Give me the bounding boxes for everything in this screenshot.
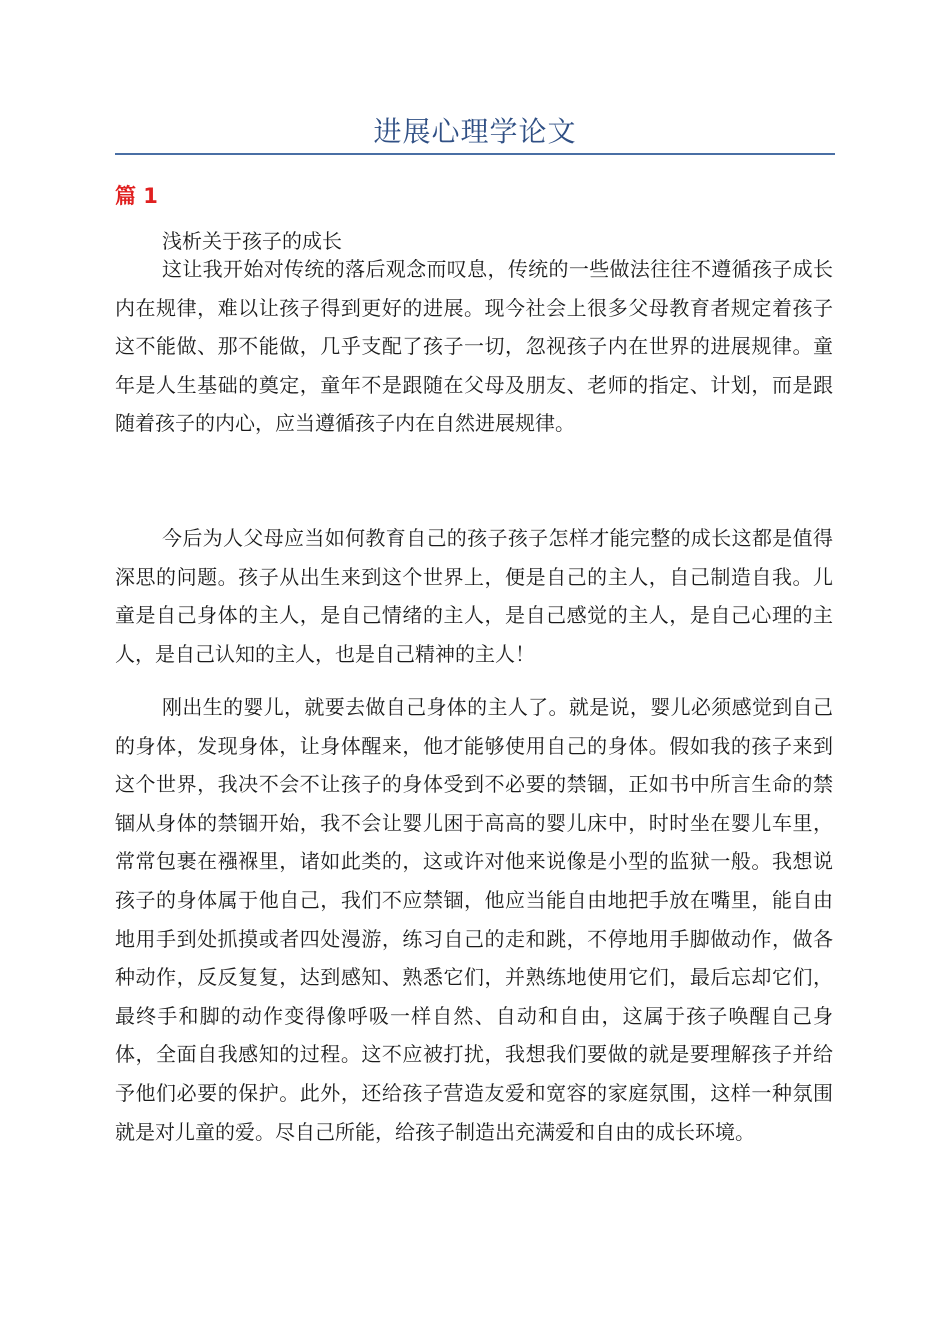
title-divider	[115, 153, 835, 155]
essay-subtitle: 浅析关于孩子的成长	[162, 229, 342, 253]
document-title: 进展心理学论文	[373, 115, 577, 148]
body-paragraph-1: 这让我开始对传统的落后观念而叹息，传统的一些做法往往不遵循孩子成长内在规律，难以让孩子得到更好的进展。现今社会上很多父母教育者规定着孩子这不能做、那不能做，几乎支配了孩子一切，忽视孩子内在世界的进展规律。童年是人生基础的奠定，童年不是跟随在父母及朋友、老师的指定、计划，而是跟随着孩子的内心，应当遵循孩子内在自然进展规律。	[115, 257, 833, 436]
section-heading: 篇 1	[115, 184, 158, 208]
body-paragraph-3: 刚出生的婴儿，就要去做自己身体的主人了。就是说，婴儿必须感觉到自己的身体，发现身体，让身体醒来，他才能够使用自己的身体。假如我的孩子来到这个世界，我决不会不让孩子的身体受到不必要的禁锢，正如书中所言生命的禁锢从身体的禁锢开始，我不会让婴儿困于高高的婴儿床中，时时坐在婴儿车里，常常包裹在襁褓里，诸如此类的，这或许对他来说像是小型的监狱一般。我想说孩子的身体属于他自己，我们不应禁锢，他应当能自由地把手放在嘴里，能自由地用手到处抓摸或者四处漫游，练习自己的走和跳，不停地用手脚做动作，做各种动作，反反复复，达到感知、熟悉它们，并熟练地使用它们，最后忘却它们，最终手和脚的动作变得像呼吸一样自然、自动和自由，这属于孩子唤醒自己身体，全面自我感知的过程。这不应被打扰，我想我们要做的就是要理解孩子并给予他们必要的保护。此外，还给孩子营造友爱和宽容的家庭氛围，这样一种氛围就是对儿童的爱。尽自己所能，给孩子制造出充满爱和自由的成长环境。	[115, 695, 833, 1144]
body-paragraph-2: 今后为人父母应当如何教育自己的孩子孩子怎样才能完整的成长这都是值得深思的问题。孩子从出生来到这个世界上，便是自己的主人，自己制造自我。儿童是自己身体的主人，是自己情绪的主人，是自己感觉的主人，是自己心理的主人，是自己认知的主人，也是自己精神的主人！	[115, 526, 833, 666]
